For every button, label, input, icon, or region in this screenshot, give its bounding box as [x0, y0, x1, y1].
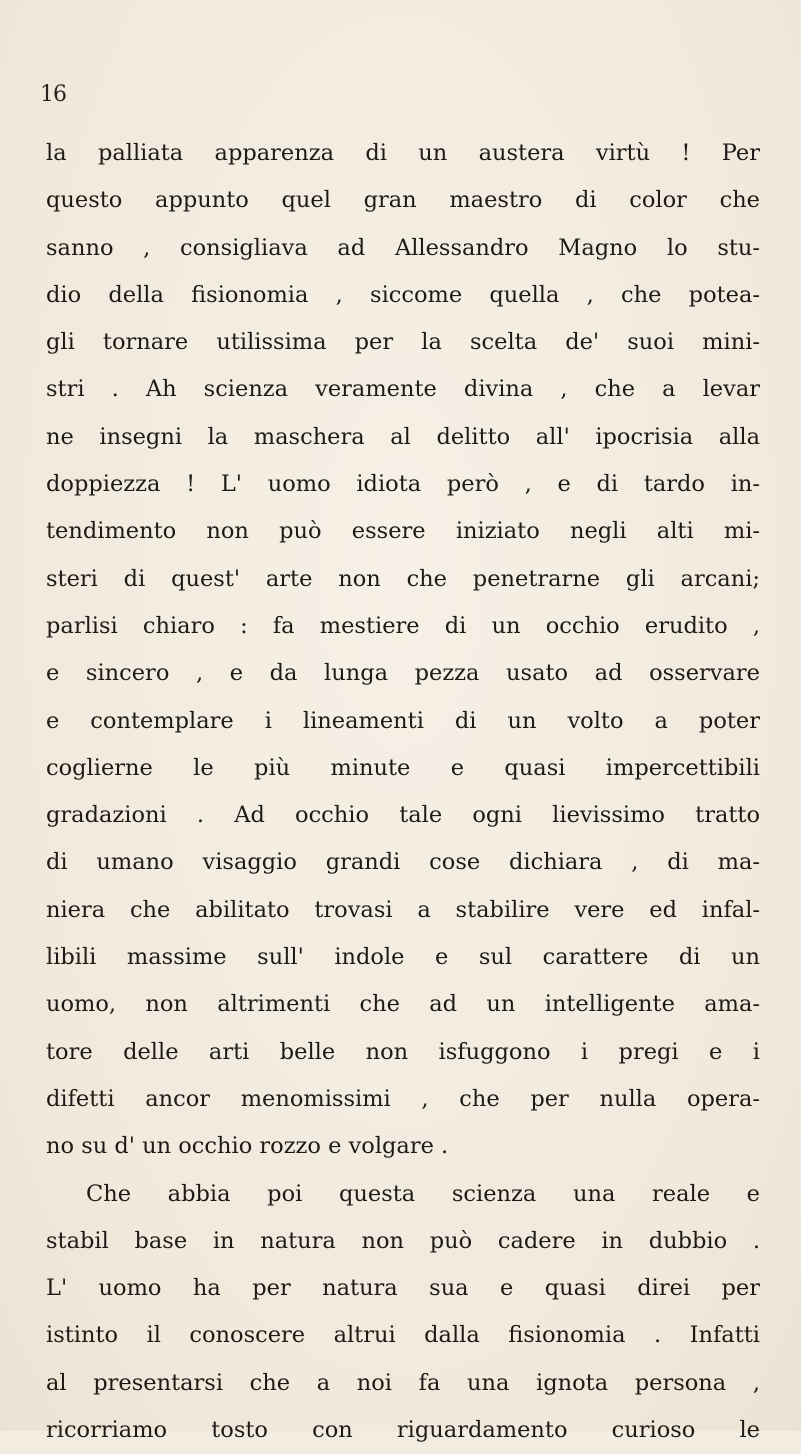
text-line: uomo, non altrimenti che ad un intelligente ama- [46, 991, 760, 1018]
text-line: questo appunto quel gran maestro di color che [46, 187, 760, 214]
text-line: steri di quest' arte non che penetrarne gli arcani; [46, 565, 760, 592]
text-line: tendimento non può essere iniziato negli alti mi- [46, 518, 760, 545]
text-line: no su d' un occhio rozzo e volgare . [46, 1133, 449, 1160]
text-line: gli tornare utilissima per la scelta de' suoi mini- [46, 329, 760, 356]
text-line: istinto il conoscere altrui dalla fisionomia . Infatti [46, 1322, 760, 1349]
text-line: tore delle arti belle non isfuggono i pregi e i [46, 1038, 760, 1065]
text-line: Che abbia poi questa scienza una reale e [86, 1180, 760, 1207]
text-line: niera che abilitato trovasi a stabilire vere ed infal- [46, 896, 760, 923]
text-line: e contemplare i lineamenti di un volto a poter [46, 707, 760, 734]
text-line: e sincero , e da lunga pezza usato ad osservare [46, 660, 760, 687]
text-line: sanno , consigliava ad Allessandro Magno lo stu- [46, 234, 760, 261]
text-line: coglierne le più minute e quasi impercettibili [46, 754, 760, 781]
body-text [46, 130, 760, 1454]
text-line: di umano visaggio grandi cose dichiara , di ma- [46, 849, 760, 876]
text-line: stri . Ah scienza veramente divina , che a levar [46, 376, 760, 403]
text-line: dio della fisionomia , siccome quella , che potea- [46, 281, 760, 308]
text-line: ricorriamo tosto con riguardamento curioso le [46, 1417, 760, 1444]
text-line: parlisi chiaro : fa mestiere di un occhio erudito , [46, 612, 760, 639]
text-line: al presentarsi che a noi fa una ignota persona , [46, 1369, 760, 1396]
text-line: ne insegni la maschera al delitto all' ipocrisia alla [46, 423, 760, 450]
page-number: 16 [40, 82, 66, 107]
text-line: doppiezza ! L' uomo idiota però , e di tardo in- [46, 471, 760, 498]
text-line: libili massime sull' indole e sul carattere di un [46, 944, 760, 971]
text-line: difetti ancor menomissimi , che per nulla opera- [46, 1085, 760, 1112]
text-line: L' uomo ha per natura sua e quasi direi per [46, 1275, 760, 1302]
text-line: gradazioni . Ad occhio tale ogni lievissimo tratto [46, 802, 760, 829]
text-line: stabil base in natura non può cadere in dubbio . [46, 1227, 760, 1254]
text-line: la palliata apparenza di un austera virtù ! Per [46, 140, 760, 166]
